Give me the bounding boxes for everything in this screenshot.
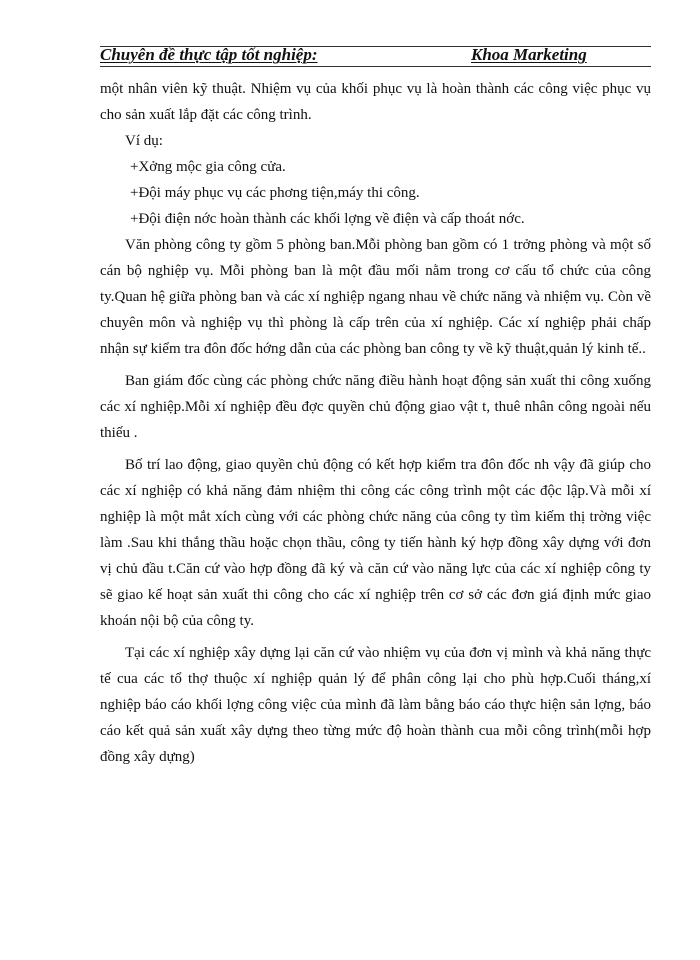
header-thesis-title: Chuyên đề thực tập tốt nghiệp: [100,45,318,64]
paragraph-enterprise-reporting: Tại các xí nghiệp xây dựng lại căn cứ vào nhiệm vụ của đơn vị mình và khả năng thực tế cua các tổ thợ thuộc xí nghiệp quản lý để phân công lại cho phù hợp.Cuối tháng,xí nghiệp báo cáo khối lợng công việc của mình đã làm bằng báo cáo thực hiện sản lợng, báo cáo kết quả sản xuất xây dựng theo từng mức độ hoàn thành cua mỗi công trình(mỗi hợp đồng xây dựng) [100,645,651,765]
example-item-machinery-team: +Đội máy phục vụ các phơng tiện,máy thi công. [130,185,420,201]
paragraph-company-office: Văn phòng công ty gồm 5 phòng ban.Mỗi phòng ban gồm có 1 trởng phòng và một số cán bộ nghiệp vụ. Mỗi phòng ban là một đầu mối nằm trong cơ cấu tổ chức của công ty.Quan hệ giữa phòng ban và các xí nghiệp ngang nhau về chức năng và nhiệm vụ. Còn về chuyên môn và nghiệp vụ thì phòng là cấp trên của xí nghiệp. Các xí nghiệp phải chấp nhận sự kiểm tra đôn đốc hớng dẫn của các phòng ban công ty về kỹ thuật,quản lý kinh tế.. [100,237,651,357]
example-item-electric-water-team: +Đội điện nớc hoàn thành các khối lợng về điện và cấp thoát nớc. [130,211,525,227]
header-department: Khoa Marketing [471,45,587,64]
header-rule-bottom [100,66,651,67]
document-body [100,76,651,770]
example-label: Ví dụ: [125,133,163,149]
paragraph-labor-arrangement: Bố trí lao động, giao quyền chủ động có kết hợp kiểm tra đôn đốc nh vậy đã giúp cho các xí nghiệp có khả năng đảm nhiệm thi công các công trình một các độc lập.Và mỗi xí nghiệp là một mắt xích cùng với các phòng chức năng của công ty tìm kiếm thị trờng việc làm .Sau khi thắng thầu hoặc chọn thầu, công ty tiến hành ký hợp đồng xây dựng với đơn vị chủ đầu t.Căn cứ vào hợp đồng đã ký và căn cứ vào năng lực của các xí nghiệp công ty sẽ giao kế hoạt sản xuất thi công cho các xí nghiệp trên cơ sở các đơn giá định mức giao khoán nội bộ của công ty. [100,457,651,629]
example-item-workshop: +Xởng mộc gia công cửa. [130,159,286,175]
page-header [100,40,651,70]
paragraph-service-block: một nhân viên kỹ thuật. Nhiệm vụ của khối phục vụ là hoàn thành các công việc phục vụ cho sản xuất lắp đặt các công trình. [100,81,651,123]
paragraph-board-of-directors: Ban giám đốc cùng các phòng chức năng điều hành hoạt động sản xuất thi công xuống các xí nghiệp.Mỗi xí nghiệp đều đợc quyền chủ động giao vật t, thuê nhân công ngoài nếu thiếu . [100,373,651,441]
